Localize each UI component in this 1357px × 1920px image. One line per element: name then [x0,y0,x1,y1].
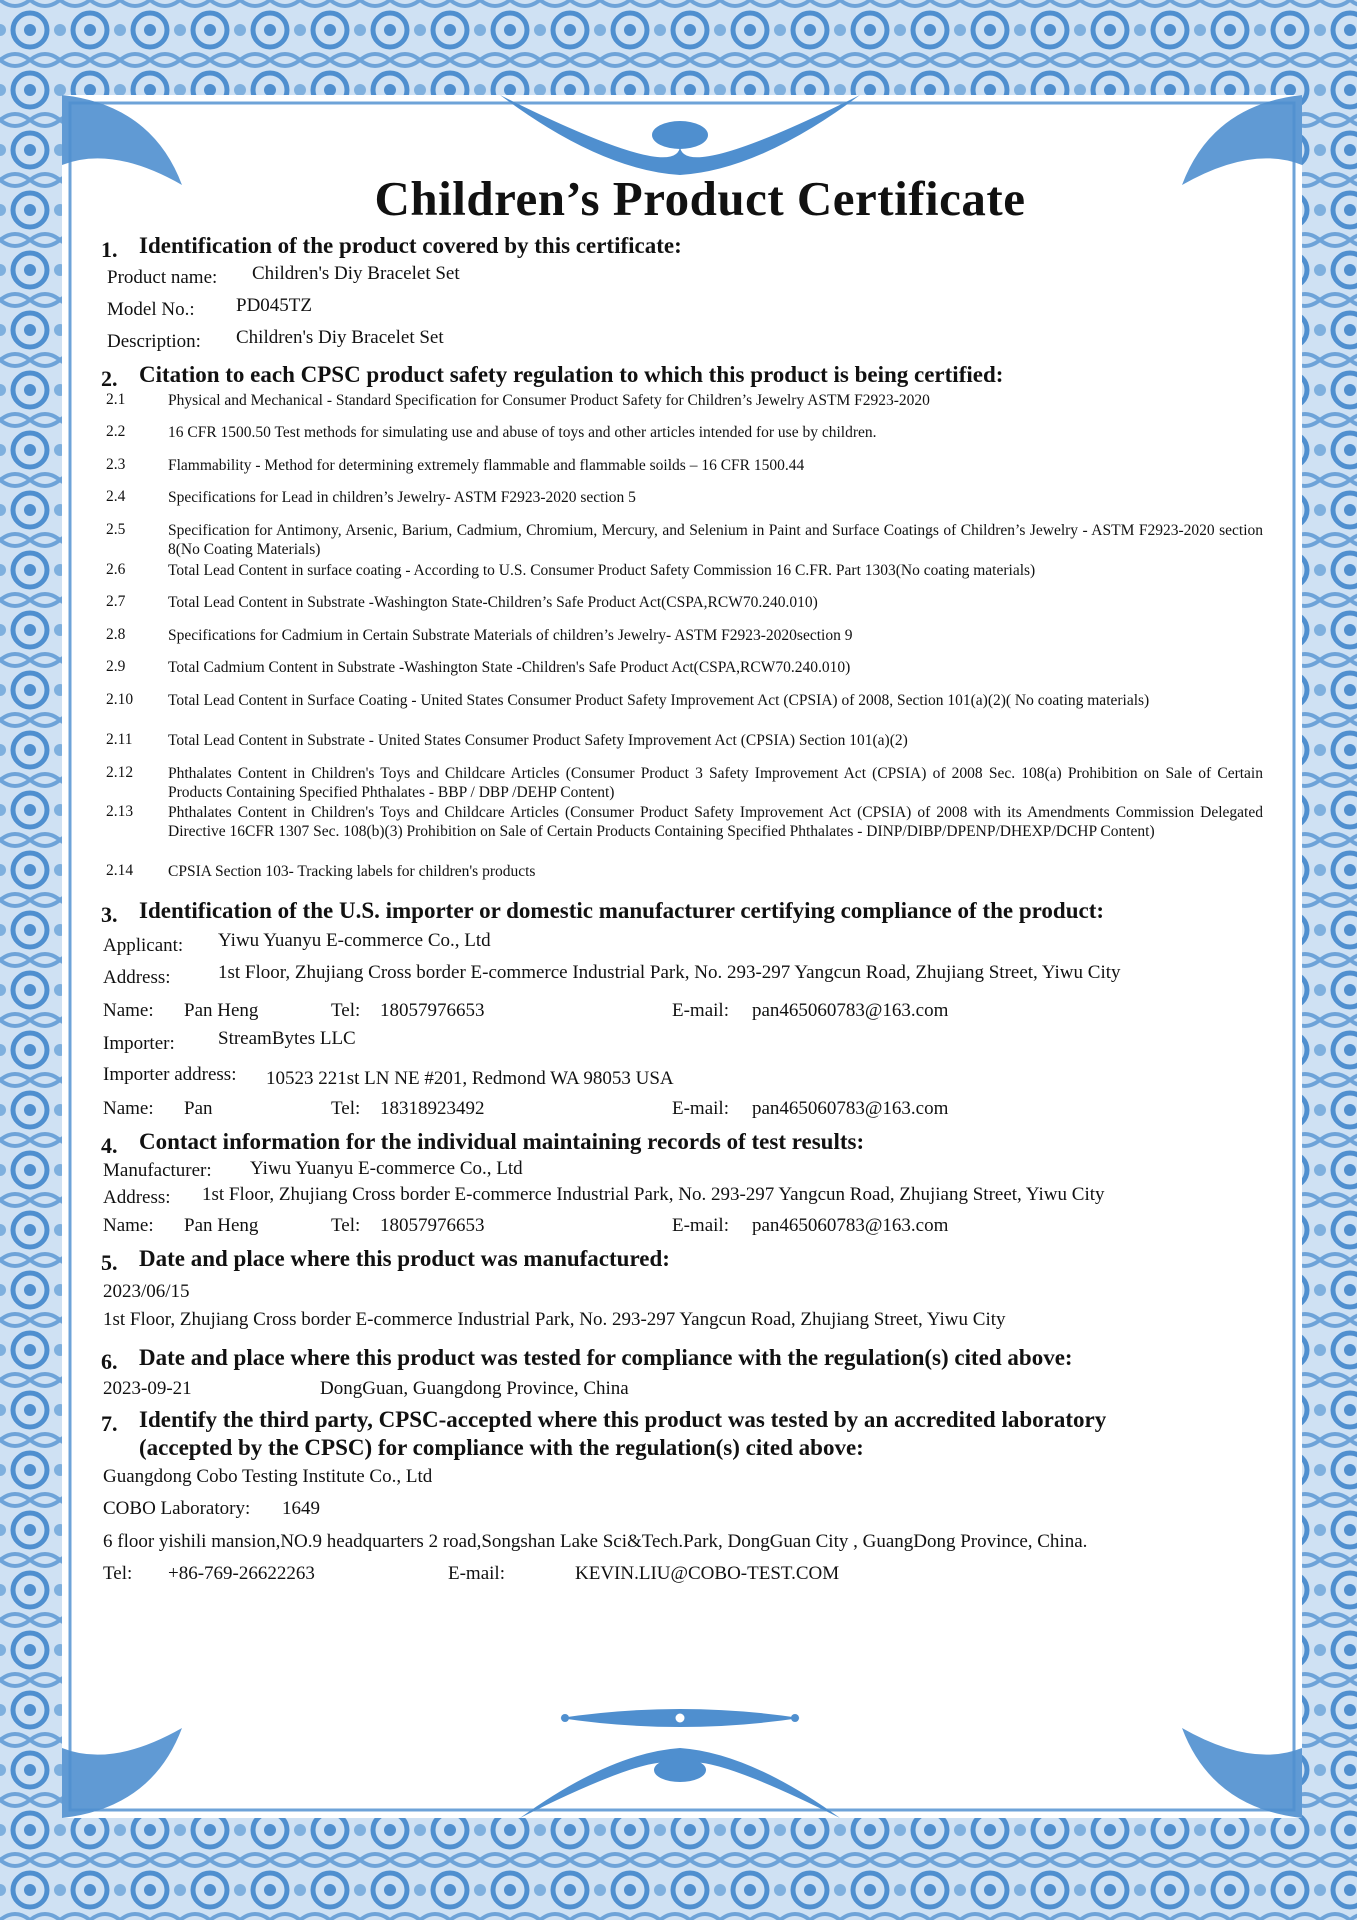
model-no-label: Model No.: [107,299,195,320]
model-no-value: PD045TZ [236,295,312,316]
regulation-item: Physical and Mechanical - Standard Specification for Consumer Product Safety for Children’s Jewelry ASTM F2923-2020 [168,392,930,409]
email-value: pan465060783@163.com [752,1000,949,1021]
section-1-title: Identification of the product covered by this certificate: [139,233,682,258]
section-5-heading [101,1246,670,1275]
item-number: 2.6 [106,561,126,578]
section-3-title: Identification of the U.S. importer or domestic manufacturer certifying compliance of the product: [139,898,1105,923]
item-number: 2.7 [106,593,126,610]
item-number: 2.11 [106,731,133,748]
manufacturer-value: Yiwu Yuanyu E-commerce Co., Ltd [250,1158,523,1179]
section-3-number: 3. [101,902,118,927]
item-number: 2.12 [106,764,134,781]
name-label: Name: [103,1215,154,1236]
email-label: E-mail: [672,1000,729,1021]
regulation-item: Specifications for Cadmium in Certain Substrate Materials of children’s Jewelry- ASTM F2923-2020section 9 [168,627,853,644]
address-label: Address: [103,1187,171,1208]
product-name-value: Children's Diy Bracelet Set [252,263,460,284]
item-number: 2.1 [106,391,126,408]
section-2-heading [101,362,1004,391]
tel-label: Tel: [331,1000,361,1021]
tel-label: Tel: [331,1098,361,1119]
section-7-title-line1: Identify the third party, CPSC-accepted where this product was tested by an accredited laboratory [139,1407,1107,1432]
name-value: Pan [184,1098,213,1119]
importer-address-label: Importer address: [103,1064,237,1085]
regulation-item: Phthalates Content in Children's Toys and Childcare Articles (Consumer Product Safety Improvement Act (CPSIA) of 2008 with its Amendments Commission Delegated Directive 16CFR 1307 Sec. 108(b)(3) Prohibition on Sale of Certain Products Containing Specified Phthalates - DINP/DIBP/DPENP/DHEXP/DCHP Content) [168,804,1263,840]
email-label: E-mail: [672,1215,729,1236]
address-label: Address: [103,967,171,988]
manufacturer-label: Manufacturer: [103,1160,212,1181]
name-value: Pan Heng [184,1215,259,1236]
importer-address-value: 10523 221st LN NE #201, Redmond WA 98053 USA [266,1068,674,1089]
test-date: 2023-09-21 [103,1378,192,1399]
regulation-item: Total Cadmium Content in Substrate -Washington State -Children's Safe Product Act(CSPA,RCW70.240.010) [168,659,851,676]
section-7-number: 7. [101,1411,118,1436]
email-value: pan465060783@163.com [752,1215,949,1236]
lab-tel-label: Tel: [103,1563,133,1584]
section-4-heading [101,1129,865,1158]
lab-email-value: KEVIN.LIU@COBO-TEST.COM [575,1563,840,1584]
item-number: 2.5 [106,521,126,538]
importer-value: StreamBytes LLC [218,1028,356,1049]
email-value: pan465060783@163.com [752,1098,949,1119]
regulation-item: Flammability - Method for determining extremely flammable and flammable soilds – 16 CFR 1500.44 [168,457,805,474]
tel-value: 18057976653 [380,1000,485,1021]
description-value: Children's Diy Bracelet Set [236,327,444,348]
section-6-title: Date and place where this product was tested for compliance with the regulation(s) cited above: [139,1345,1073,1370]
regulation-item: Specifications for Lead in children’s Jewelry- ASTM F2923-2020 section 5 [168,489,636,506]
item-number: 2.8 [106,626,126,643]
regulation-item: Total Lead Content in surface coating - According to U.S. Consumer Product Safety Commission 16 C.FR. Part 1303(No coating materials) [168,562,1036,579]
section-3-heading [101,898,1105,927]
applicant-label: Applicant: [103,935,184,956]
section-2-title: Citation to each CPSC product safety regulation to which this product is being certified: [139,362,1004,387]
section-4-title: Contact information for the individual maintaining records of test results: [139,1129,865,1154]
test-place: DongGuan, Guangdong Province, China [320,1378,629,1399]
regulation-item: 16 CFR 1500.50 Test methods for simulating use and abuse of toys and other articles intended for use by children. [168,424,877,441]
importer-label: Importer: [103,1033,175,1054]
section-6-heading [101,1345,1073,1374]
description-label: Description: [107,331,201,352]
tel-value: 18057976653 [380,1215,485,1236]
tel-value: 18318923492 [380,1098,485,1119]
item-number: 2.3 [106,456,126,473]
name-label: Name: [103,1000,154,1021]
item-number: 2.4 [106,488,126,505]
product-name-label: Product name: [107,267,218,288]
regulation-item: Total Lead Content in Substrate -Washington State-Children’s Safe Product Act(CSPA,RCW70.240.010) [168,594,818,611]
regulation-item: Total Lead Content in Substrate - United States Consumer Product Safety Improvement Act (CPSIA) Section 101(a)(2) [168,732,908,749]
tel-label: Tel: [331,1215,361,1236]
item-number: 2.2 [106,423,126,440]
item-number: 2.10 [106,691,134,708]
lab-number: 1649 [282,1498,320,1519]
section-5-title: Date and place where this product was manufactured: [139,1246,670,1271]
certificate-title: Children’s Product Certificate [374,171,1026,226]
address-value: 1st Floor, Zhujiang Cross border E-commerce Industrial Park, No. 293-297 Yangcun Road, Zhujiang Street, Yiwu City [202,1184,1105,1205]
section-1-number: 1. [101,237,118,262]
section-5-number: 5. [101,1250,118,1275]
manufacture-place: 1st Floor, Zhujiang Cross border E-commerce Industrial Park, No. 293-297 Yangcun Road, Zhujiang Street, Yiwu City [103,1309,1006,1330]
name-value: Pan Heng [184,1000,259,1021]
section-7-heading [101,1407,1107,1436]
section-4-number: 4. [101,1133,118,1158]
regulation-item: CPSIA Section 103- Tracking labels for children's products [168,863,536,880]
lab-address: 6 floor yishili mansion,NO.9 headquarters 2 road,Songshan Lake Sci&Tech.Park, DongGuan City , GuangDong Province, China. [103,1531,1088,1552]
address-value: 1st Floor, Zhujiang Cross border E-commerce Industrial Park, No. 293-297 Yangcun Road, Zhujiang Street, Yiwu City [218,962,1121,983]
lab-tel-value: +86-769-26622263 [168,1563,315,1584]
lab-email-label: E-mail: [448,1563,505,1584]
regulation-item: Phthalates Content in Children's Toys and Childcare Articles (Consumer Product 3 Safety Improvement Act (CPSIA) of 2008 Sec. 108(a) Prohibition on Sale of Certain Products Containing Specified Phthalates - BBP / DBP /DEHP Content) [168,765,1263,801]
email-label: E-mail: [672,1098,729,1119]
manufacture-date: 2023/06/15 [103,1281,190,1302]
item-number: 2.13 [106,803,134,820]
lab-label: COBO Laboratory: [103,1498,251,1519]
section-7-title-line2: (accepted by the CPSC) for compliance with the regulation(s) cited above: [139,1435,864,1460]
name-label: Name: [103,1098,154,1119]
lab-name: Guangdong Cobo Testing Institute Co., Ltd [103,1466,433,1487]
section-6-number: 6. [101,1349,118,1374]
section-1-heading [101,233,682,262]
item-number: 2.14 [106,862,134,879]
section-2-number: 2. [101,366,118,391]
regulation-item: Total Lead Content in Surface Coating - United States Consumer Product Safety Improvement Act (CPSIA) of 2008, Section 101(a)(2)( No coating materials) [168,692,1150,709]
regulation-item: Specification for Antimony, Arsenic, Barium, Cadmium, Chromium, Mercury, and Selenium in Paint and Surface Coatings of Children’s Jewelry - ASTM F2923-2020 section 8(No Coating Materials) [168,522,1263,558]
item-number: 2.9 [106,658,126,675]
applicant-value: Yiwu Yuanyu E-commerce Co., Ltd [218,930,491,951]
